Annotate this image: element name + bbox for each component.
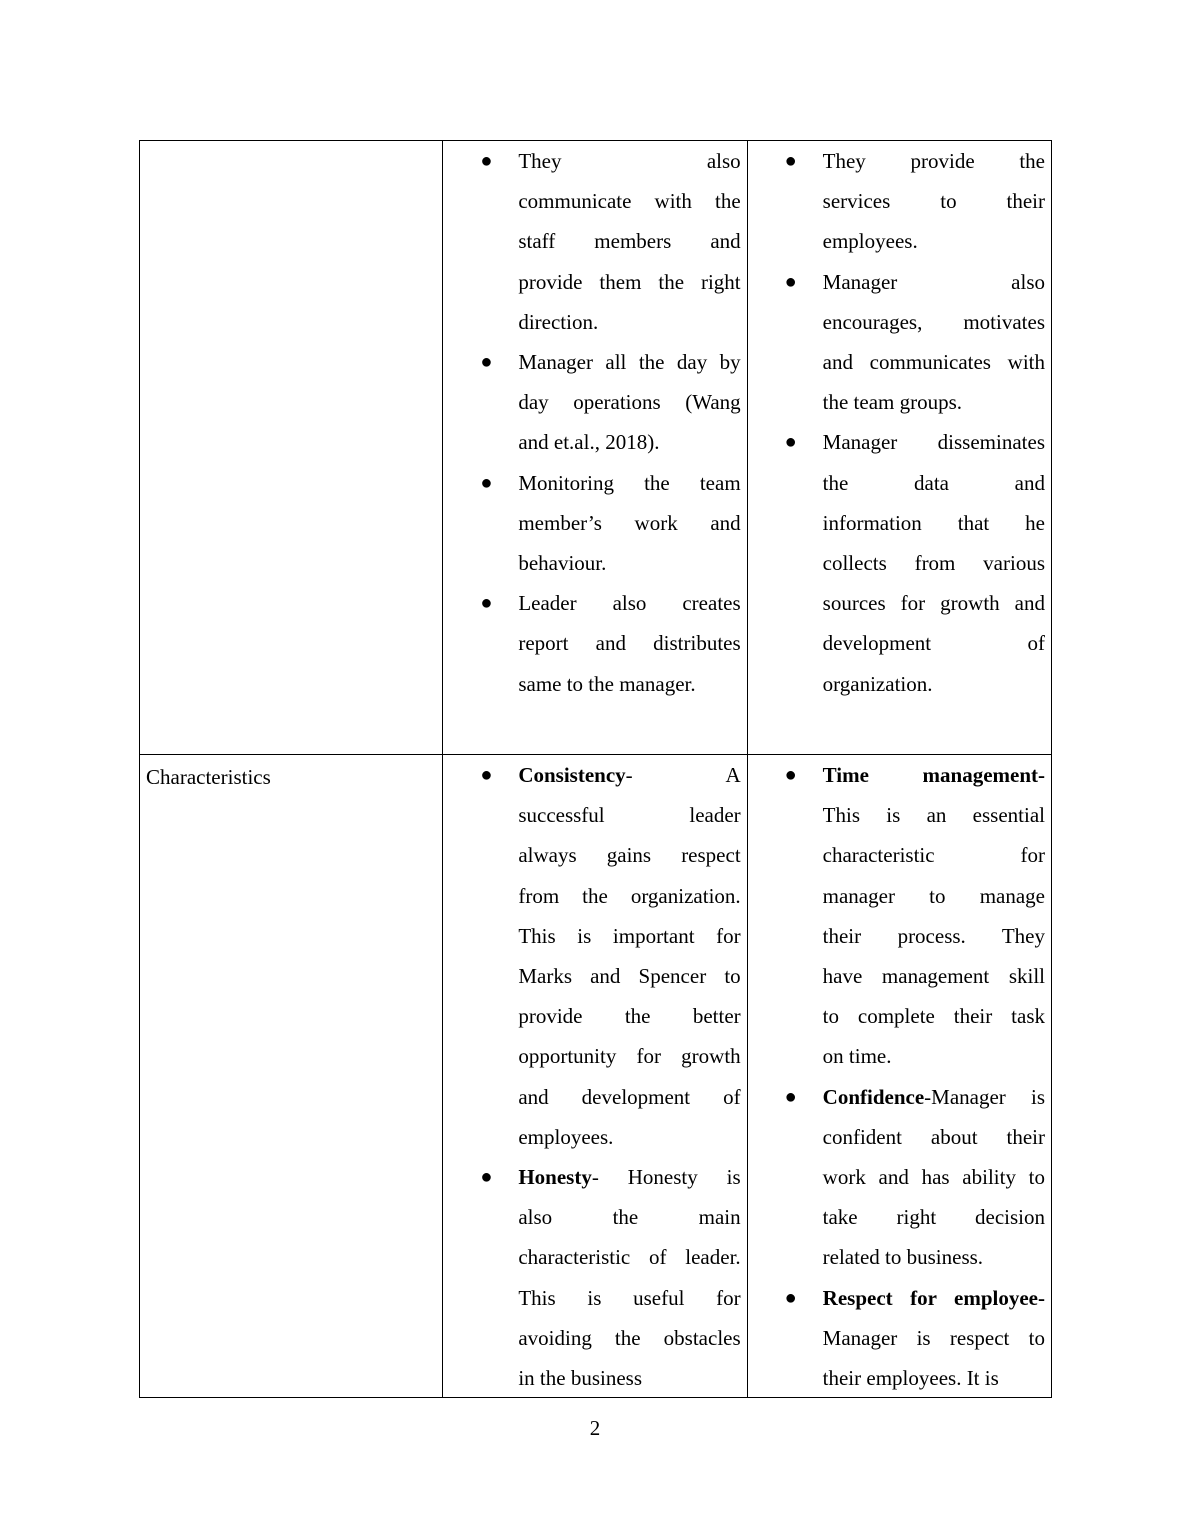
- bullet-line: and development of: [518, 1084, 741, 1109]
- bullet-icon: ●: [480, 592, 493, 615]
- bullet-line: employees.: [822, 229, 918, 254]
- bullet-line: on time.: [822, 1044, 892, 1069]
- bullet-icon: ●: [784, 150, 797, 172]
- bullet-line: characteristic for: [822, 843, 1045, 868]
- bullet-line: Manager is respect to: [822, 1325, 1045, 1350]
- bullet-line: This is important for: [518, 923, 741, 948]
- list-item: [784, 755, 1045, 1077]
- bullet-line: direction.: [518, 309, 599, 334]
- list-item: [784, 422, 1045, 703]
- list-item: [784, 141, 1045, 262]
- bullet-line: employees.: [518, 1124, 614, 1149]
- bullet-icon: ●: [784, 764, 797, 786]
- bullet-line: collects from various: [822, 551, 1045, 576]
- row-label: [140, 141, 442, 143]
- bullet-icon: ●: [784, 1286, 797, 1309]
- bullet-line: and communicates with: [822, 350, 1045, 375]
- bullet-icon: ●: [784, 1085, 797, 1108]
- list-item: [480, 1157, 741, 1395]
- bullet-icon: ●: [480, 1166, 493, 1189]
- bullet-line: take right decision: [822, 1205, 1045, 1230]
- list-item: [480, 755, 741, 1157]
- bullet-line: encourages, motivates: [822, 309, 1045, 334]
- bullet-line: provide them the right: [518, 269, 741, 294]
- bullet-line: information that he: [822, 510, 1045, 535]
- leader-cell: [443, 141, 747, 755]
- bullet-line: their process. They: [822, 923, 1045, 948]
- bullet-line: This is useful for: [518, 1285, 741, 1310]
- bullet-line: have management skill: [822, 964, 1045, 989]
- bullet-line: Manager all the day by: [518, 350, 741, 375]
- list-item: [480, 342, 741, 463]
- table-row: [140, 141, 1052, 755]
- bullet-line: confident about their: [822, 1124, 1045, 1149]
- bullet-line: They provide the: [822, 149, 1045, 173]
- bullet-heading: Honesty: [518, 1165, 592, 1190]
- bullet-line: services to their: [822, 189, 1045, 214]
- bullet-heading: Respect for employee-: [822, 1285, 1045, 1310]
- bullet-line: the team groups.: [822, 390, 963, 415]
- bullet-icon: ●: [784, 270, 797, 293]
- bullet-line: provide the better: [518, 1004, 741, 1029]
- bullet-line: avoiding the obstacles: [518, 1325, 741, 1350]
- bullet-line: Leader also creates: [518, 591, 741, 616]
- bullet-icon: ●: [480, 150, 493, 172]
- bullet-line: also the main: [518, 1205, 741, 1230]
- bullet-line: related to business.: [822, 1245, 984, 1270]
- bullet-heading: Consistency: [518, 763, 626, 787]
- leader-bullet-list: [443, 141, 746, 704]
- bullet-line: Manager also: [822, 269, 1045, 294]
- bullet-heading: Confidence: [822, 1084, 925, 1109]
- bullet-line: to complete their task: [822, 1004, 1045, 1029]
- bullet-line: always gains respect: [518, 843, 741, 868]
- bullet-line: staff members and: [518, 229, 741, 254]
- bullet-line: and et.al., 2018).: [518, 430, 660, 455]
- bullet-line: their employees. It is: [822, 1366, 999, 1391]
- list-item: [480, 463, 741, 584]
- bullet-line: Monitoring the team: [518, 470, 741, 495]
- leader-cell: [443, 755, 747, 1398]
- manager-bullet-list: [748, 755, 1051, 1395]
- bullet-line: [823, 1278, 1045, 1318]
- bullet-line: behaviour.: [518, 551, 607, 576]
- bullet-line: Manager disseminates: [822, 430, 1045, 455]
- bullet-heading: Time management-: [822, 763, 1045, 787]
- bullet-line: Marks and Spencer to: [518, 964, 741, 989]
- bullet-line: Honesty- Honesty is: [518, 1165, 741, 1190]
- page-number: 2: [589, 1416, 601, 1440]
- bullet-line: Consistency- A: [518, 763, 741, 787]
- bullet-line: from the organization.: [518, 883, 741, 908]
- bullet-line: This is an essential: [822, 803, 1045, 828]
- bullet-line: characteristic of leader.: [518, 1245, 741, 1270]
- bullet-line: member’s work and: [518, 510, 741, 535]
- bullet-line: report and distributes: [518, 631, 741, 656]
- bullet-line: communicate with the: [518, 189, 741, 214]
- manager-bullet-list: [748, 141, 1051, 704]
- bullet-line: same to the manager.: [518, 671, 696, 696]
- bullet-line: They also: [518, 149, 741, 173]
- bullet-line: in the business: [518, 1366, 642, 1391]
- bullet-line: manager to manage: [822, 883, 1045, 908]
- list-item: [784, 262, 1045, 423]
- manager-cell: [747, 755, 1051, 1398]
- bullet-icon: ●: [784, 431, 797, 454]
- bullet-line: day operations (Wang: [518, 390, 741, 415]
- row-label-cell: [140, 755, 443, 1398]
- bullet-line: sources for growth and: [822, 591, 1045, 616]
- leader-bullet-list: [443, 755, 746, 1395]
- bullet-icon: ●: [480, 471, 493, 494]
- comparison-table: [139, 140, 1052, 1398]
- bullet-line: development of: [822, 631, 1045, 656]
- list-item: [784, 1077, 1045, 1278]
- row-label-cell: [140, 141, 443, 755]
- bullet-line: opportunity for growth: [518, 1044, 741, 1069]
- bullet-icon: ●: [480, 351, 493, 374]
- bullet-line: [823, 755, 1045, 795]
- list-item: [480, 583, 741, 704]
- bullet-icon: ●: [480, 764, 493, 786]
- bullet-line: the data and: [822, 470, 1045, 495]
- manager-cell: [747, 141, 1051, 755]
- row-label: Characteristics: [146, 765, 271, 789]
- bullet-line: work and has ability to: [822, 1165, 1045, 1190]
- list-item: [480, 141, 741, 342]
- bullet-line: organization.: [822, 671, 933, 696]
- bullet-line: successful leader: [518, 803, 741, 828]
- bullet-line: Confidence-Manager is: [822, 1084, 1045, 1109]
- list-item: [784, 1278, 1045, 1395]
- table-row: [140, 755, 1052, 1398]
